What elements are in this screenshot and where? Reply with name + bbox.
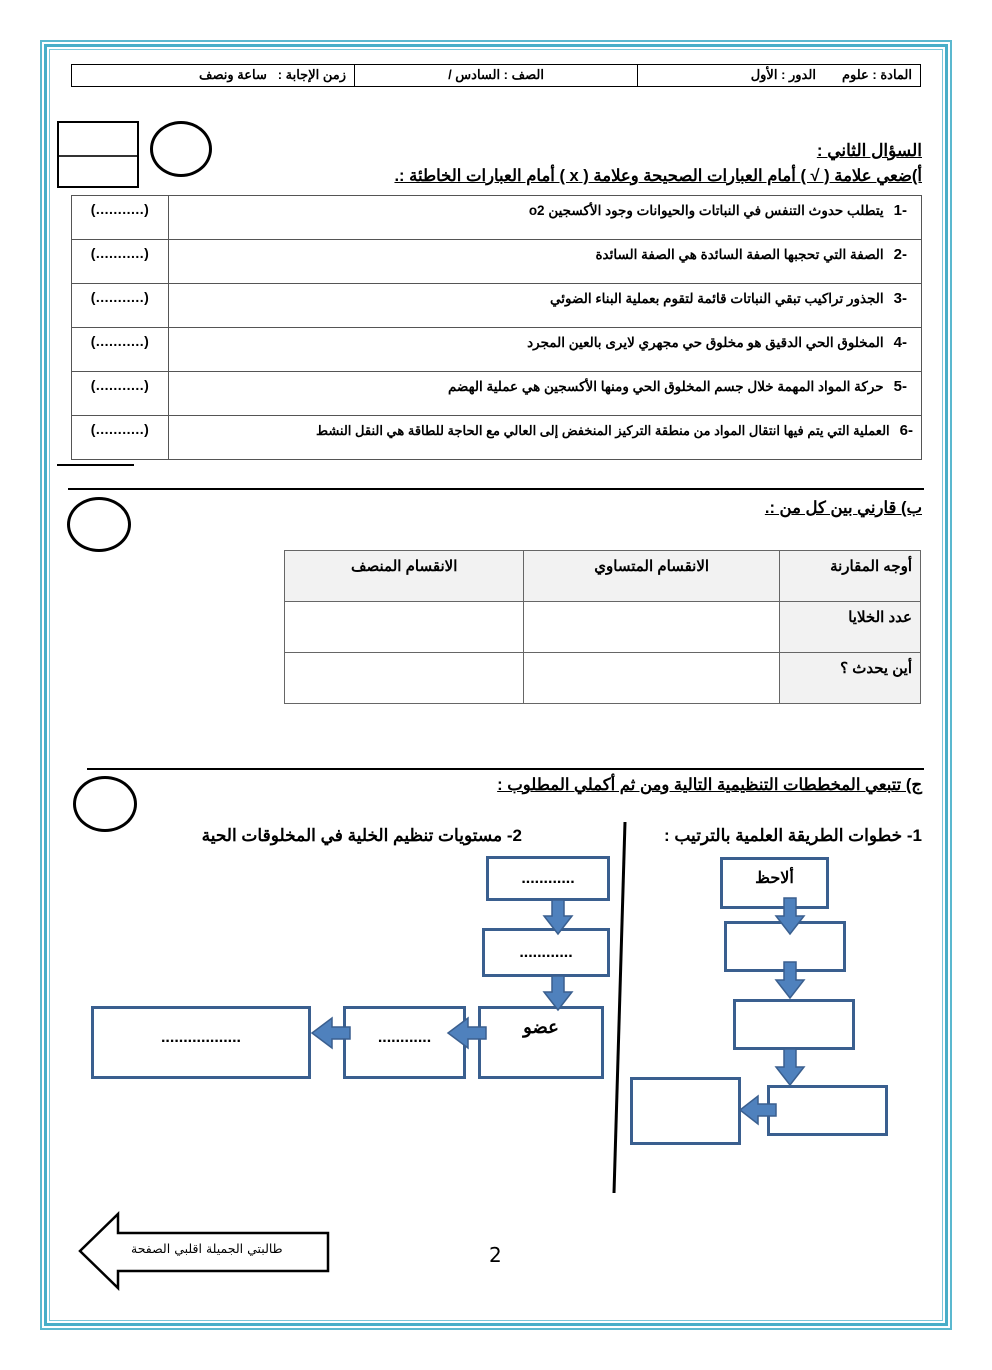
statement-number: -3 <box>893 290 907 307</box>
flow-box-level-1[interactable]: ............ <box>486 856 610 901</box>
answer-blank[interactable]: (...........) <box>72 372 169 416</box>
answer-blank[interactable]: (...........) <box>72 284 169 328</box>
statement-cell <box>169 372 922 416</box>
table-row <box>72 284 922 328</box>
row-label: أين يحدث ؟ <box>780 653 921 704</box>
page-number: 2 <box>489 1243 502 1267</box>
score-divider <box>59 155 137 157</box>
flow-box-step-4[interactable] <box>767 1085 888 1136</box>
statement-cell <box>169 240 922 284</box>
flow-box-level-5[interactable]: .................. <box>91 1006 311 1079</box>
statement-cell <box>169 416 922 460</box>
diagram1-title: 1- خطوات الطريقة العلمية بالترتيب : <box>663 826 922 845</box>
flow-box-organ: عضو <box>478 1006 604 1079</box>
header-aspect: أوجه المقارنة <box>780 551 921 602</box>
statement-text: المخلوق الحي الدقيق هو مخلوق حي مجهري لايرى بالعين المجرد <box>527 335 884 350</box>
short-divider <box>57 464 134 466</box>
table-row <box>72 372 922 416</box>
score-circle-part-a[interactable] <box>150 121 212 177</box>
statement-text: الصفة التي تحجبها الصفة السائدة هي الصفة السائدة <box>595 247 884 262</box>
comparison-header-row <box>285 551 921 602</box>
row-label: عدد الخلايا <box>780 602 921 653</box>
header-mitosis: الانقسام المتساوي <box>524 551 780 602</box>
statement-number: -6 <box>899 422 913 439</box>
statement-number: -1 <box>893 202 907 219</box>
part-a-instruction: أ)ضعي علامة ( √ ) أمام العبارات الصحيحة وعلامة ( x ) أمام العبارات الخاطئة :. <box>394 167 922 185</box>
header-meiosis: الانقسام المنصف <box>285 551 524 602</box>
flow-box-step-5[interactable] <box>630 1077 741 1145</box>
statement-number: -2 <box>893 246 907 263</box>
score-circle-part-b[interactable] <box>67 497 131 552</box>
statement-cell <box>169 328 922 372</box>
table-row <box>72 328 922 372</box>
score-circle-part-c[interactable] <box>73 776 137 832</box>
part-c-instruction: ج) تتبعي المخططات التنظيمية التالية ومن ثم أكملي المطلوب : <box>497 776 922 794</box>
statement-cell <box>169 196 922 240</box>
part-b-instruction: ب) قارني بين كل من :. <box>764 499 922 517</box>
statement-text: حركة المواد المهمة خلال جسم المخلوق الحي ومنها الأكسجين هي عملية الهضم <box>447 379 884 394</box>
statement-text: يتطلب حدوث التنفس في النباتات والحيوانات وجود الأكسجين o2 <box>528 203 884 218</box>
statement-number: -4 <box>893 334 907 351</box>
statement-text: العملية التي يتم فيها انتقال المواد من منطقة التركيز المنخفض إلى العالي مع الحاجة للطاقة هي النقل النشط <box>315 423 890 438</box>
exam-info-header <box>71 64 921 87</box>
flow-box-level-4[interactable]: ............ <box>343 1006 466 1079</box>
duration-cell <box>72 65 354 86</box>
flow-box-observe: ألاحظ <box>720 857 829 909</box>
grade-cell <box>354 65 637 86</box>
turn-page-label: طالبتي الجميلة اقلبي الصفحة <box>131 1241 283 1256</box>
answer-blank[interactable]: (...........) <box>72 196 169 240</box>
table-row <box>72 196 922 240</box>
grade-label: الصف : السادس / <box>448 67 544 82</box>
answer-cell-mitosis[interactable] <box>524 602 780 653</box>
answer-cell-meiosis[interactable] <box>285 602 524 653</box>
question-title: السؤال الثاني : <box>816 141 922 160</box>
answer-cell-mitosis[interactable] <box>524 653 780 704</box>
table-row <box>72 416 922 460</box>
flow-box-level-2[interactable]: ............ <box>482 928 610 977</box>
statement-number: -5 <box>893 378 907 395</box>
diagram2-title: 2- مستويات تنظيم الخلية في المخلوقات الحية <box>201 826 522 845</box>
term-label: الدور : الأول <box>750 67 816 82</box>
answer-blank[interactable]: (...........) <box>72 416 169 460</box>
table-row <box>285 602 921 653</box>
table-row <box>72 240 922 284</box>
answer-blank[interactable]: (...........) <box>72 328 169 372</box>
subject-term-cell <box>637 65 920 86</box>
duration-value: ساعة ونصف <box>199 67 267 82</box>
flow-box-step-3[interactable] <box>733 999 855 1050</box>
section-divider-b <box>68 488 924 490</box>
statement-cell <box>169 284 922 328</box>
duration-label: زمن الإجابة : <box>277 67 346 82</box>
section-divider-c <box>87 768 924 770</box>
statement-text: الجذور تراكيب تبقي النباتات قائمة لتقوم بعملية البناء الضوئي <box>550 291 884 306</box>
table-row <box>285 653 921 704</box>
subject-label: المادة : علوم <box>841 67 912 82</box>
total-score-box[interactable] <box>57 121 139 188</box>
true-false-table <box>71 195 922 460</box>
comparison-table <box>284 550 921 704</box>
answer-blank[interactable]: (...........) <box>72 240 169 284</box>
flow-box-step-2[interactable] <box>724 921 846 972</box>
answer-cell-meiosis[interactable] <box>285 653 524 704</box>
